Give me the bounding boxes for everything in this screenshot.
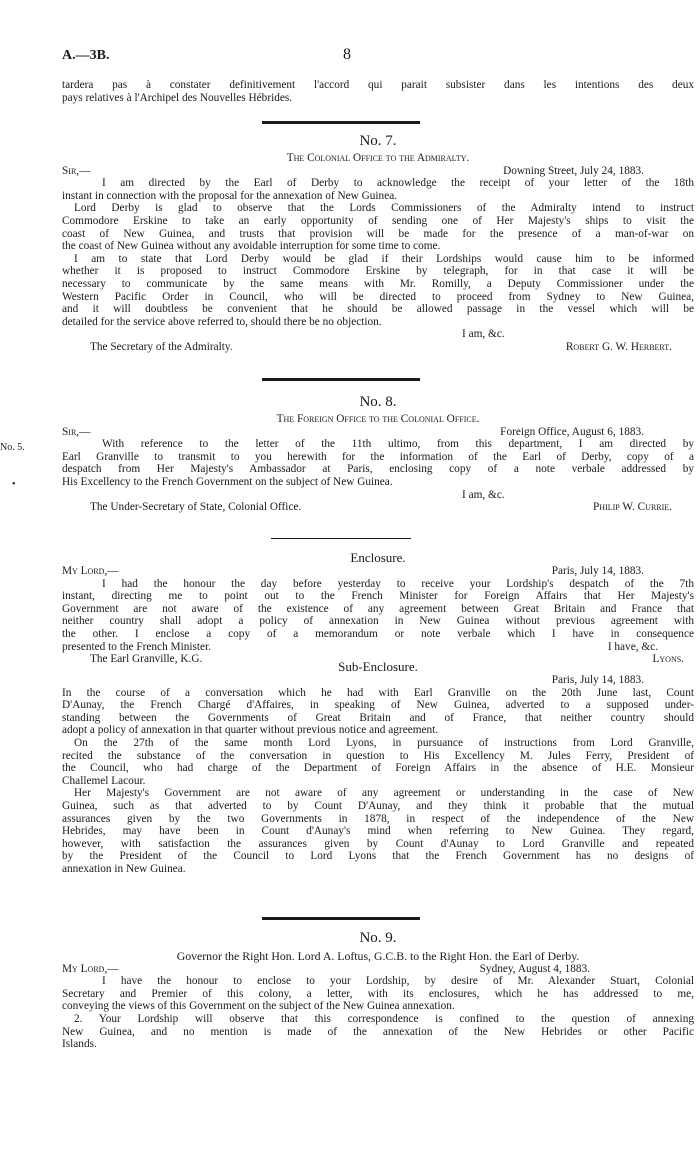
place-date: Downing Street, July 24, 1883. bbox=[503, 164, 644, 177]
salutation-row bbox=[62, 963, 694, 976]
text-line: With reference to the letter of the 11th ultimo, from this department, I am directed by bbox=[102, 438, 694, 451]
letter-title: The Colonial Office to the Admiralty. bbox=[286, 152, 470, 164]
text-line: On the 27th of the same month Lord Lyons, in pursuance of instructions from Lord Granville, bbox=[74, 736, 694, 749]
text-line: 2. Your Lordship will observe that this correspondence is confined to the question of annexing bbox=[74, 1012, 694, 1025]
addressee: The Under-Secretary of State, Colonial Office. bbox=[90, 501, 302, 514]
text-line: by the President of the Council to Lord Lyons that the French Government has no designs of bbox=[62, 850, 694, 863]
salutation-row bbox=[62, 165, 694, 178]
text-line: the coast of New Guinea without any avoidable interruption for some time to come. bbox=[62, 240, 441, 253]
place-date: Paris, July 14, 1883. bbox=[551, 674, 644, 686]
letter-no9 bbox=[62, 930, 694, 1051]
text-line: presented to the French Minister. bbox=[62, 640, 212, 653]
text-line: Hebrides, may have been in Count d'Aunay's mind when referring to New Guinea. They regard, bbox=[62, 825, 694, 838]
text-line: necessary to communicate by the same means with Mr. Romilly, a Deputy Commissioner under the bbox=[62, 277, 694, 290]
text-line: tardera pas à constater definitivement l'accord qui parait subsister dans les intentions des deux bbox=[62, 79, 694, 91]
text-line: coast of New Guinea, and trusts that provision will be made for the presence of a man-of-war on bbox=[62, 227, 694, 240]
text-line: Islands. bbox=[62, 1038, 97, 1051]
closing: I am, &c. bbox=[462, 488, 505, 501]
letter-number: No. 8. bbox=[359, 394, 397, 410]
letter-number: No. 7. bbox=[359, 133, 397, 149]
signatory: Philip W. Currie. bbox=[593, 501, 672, 514]
signatory: Robert G. W. Herbert. bbox=[565, 340, 672, 353]
section-divider bbox=[271, 538, 411, 539]
text-line: detailed for the service above referred to, should there be no objection. bbox=[62, 315, 382, 328]
document-reference: A.—3B. bbox=[62, 48, 110, 63]
section-divider bbox=[262, 917, 420, 920]
sub-enclosure bbox=[62, 660, 694, 876]
addressee: The Secretary of the Admiralty. bbox=[90, 340, 233, 353]
text-line: Earl Granville to transmit to you herewith for the information of the Earl of Derby, copy of a bbox=[62, 450, 694, 463]
text-line: however, with satisfaction the assurances given by Count d'Aunay to Lord Granville and repeated bbox=[62, 837, 694, 850]
text-line: His Excellency to the French Government on the subject of New Guinea. bbox=[62, 475, 393, 488]
sub-enclosure-title: Sub-Enclosure. bbox=[338, 659, 418, 674]
place-date: Paris, July 14, 1883. bbox=[551, 565, 644, 577]
letter-no7 bbox=[62, 133, 694, 354]
text-line: annexation in New Guinea. bbox=[62, 862, 186, 875]
text-line: Lord Derby is glad to observe that the Lords Commissioners of the Admiralty intend to instruct bbox=[74, 202, 694, 215]
closing: I am, &c. bbox=[462, 328, 505, 341]
salutation-row bbox=[62, 426, 694, 439]
text-line: In the course of a conversation which he had with Earl Granville on the 20th June last, Count bbox=[62, 686, 694, 699]
text-line: the other. I enclose a copy of a memorandum or note verbale which I have in consequence bbox=[62, 627, 694, 640]
salutation-row bbox=[62, 565, 694, 578]
signature-row bbox=[62, 501, 694, 514]
text-line: despatch from Her Majesty's Ambassador at Paris, enclosing copy of a note verbale addressed by bbox=[62, 463, 694, 476]
text-line: Government are not aware of the existence of any agreement between Great Britain and France that bbox=[62, 602, 694, 615]
text-line: D'Aunay, the French Chargé d'Affaires, in speaking of New Guinea, adverted to a supposed under- bbox=[62, 699, 694, 712]
place-date: Foreign Office, August 6, 1883. bbox=[500, 425, 644, 438]
enclosure-title: Enclosure. bbox=[350, 550, 406, 565]
text-line: I am to state that Lord Derby would be glad if their Lordships would cause him to be informed bbox=[74, 252, 694, 265]
section-divider bbox=[262, 378, 420, 381]
text-line: conveying the views of this Government on the subject of the New Guinea annexation. bbox=[62, 1000, 455, 1013]
closing: I have, &c. bbox=[607, 640, 658, 653]
text-line: and it will doubtless be convenient that he should be allowed passage in the vessel which will be bbox=[62, 303, 694, 316]
letter-title: Governor the Right Hon. Lord A. Loftus, G.C.B. to the Right Hon. the Earl of Derby. bbox=[176, 949, 580, 963]
section-divider bbox=[262, 121, 420, 124]
salutation: My Lord,— bbox=[62, 962, 119, 975]
signatory: Lyons. bbox=[652, 653, 684, 666]
salutation: Sir,— bbox=[62, 425, 91, 438]
text-line: Western Pacific Order in Council, who will be directed to proceed from Sydney to New Guinea, bbox=[62, 290, 694, 303]
text-line: New Guinea, and no mention is made of the annexation of the New Hebrides or other Pacific bbox=[62, 1025, 694, 1038]
salutation: My Lord,— bbox=[62, 565, 119, 577]
addressee: The Earl Granville, K.G. bbox=[90, 653, 203, 666]
signature-row bbox=[62, 341, 694, 354]
text-line: Challemel Lacour. bbox=[62, 774, 146, 787]
text-line: whether it is proposed to instruct Commodore Erskine by telegraph, for in that case it will be bbox=[62, 265, 694, 278]
text-line: I had the honour the day before yesterday to receive your Lordship's despatch of the 7th bbox=[102, 577, 694, 590]
enclosure bbox=[62, 551, 694, 666]
text-line: neither country shall adopt a policy of annexation in New Guinea without previous agreement with bbox=[62, 615, 694, 628]
margin-reference: No. 5. bbox=[0, 442, 25, 453]
margin-mark: • bbox=[12, 479, 16, 490]
salutation: Sir,— bbox=[62, 164, 91, 177]
text-line: Guinea, such as that adverted to by Count D'Aunay, and they think it probable that the mutual bbox=[62, 799, 694, 812]
text-line: I am directed by the Earl of Derby to acknowledge the receipt of your letter of the 18th bbox=[102, 177, 694, 190]
letter-number: No. 9. bbox=[359, 930, 397, 946]
page-number: 8 bbox=[343, 46, 351, 63]
text-line: I have the honour to enclose to your Lordship, by desire of Mr. Alexander Stuart, Colonial bbox=[102, 975, 694, 988]
letter-title: The Foreign Office to the Colonial Office. bbox=[276, 413, 480, 425]
text-line: adopt a policy of annexation in that quarter without previous notice and agreement. bbox=[62, 724, 439, 737]
text-line: the Council, who had charge of the Department of Foreign Affairs in the absence of H.E. Monsieur bbox=[62, 762, 694, 775]
intro-paragraph bbox=[62, 79, 694, 104]
text-line: Her Majesty's Government are not aware of any agreement or understanding in the case of New bbox=[74, 787, 694, 800]
text-line: pays relatives à l'Archipel des Nouvelles Hébrides. bbox=[62, 91, 293, 104]
text-line: Secretary and Premier of this colony, a letter, with its enclosures, which he has addressed to me, bbox=[62, 987, 694, 1000]
text-line: recited the substance of the conversation in question to His Excellency M. Jules Ferry, President of bbox=[62, 749, 694, 762]
letter-no8 bbox=[62, 394, 694, 514]
text-line: Commodore Erskine to take an early opportunity of sending one of Her Majesty's ships to visit the bbox=[62, 214, 694, 227]
text-line: standing between the Governments of Great Britain and of France, that neither country should bbox=[62, 711, 694, 724]
text-line: instant in connection with the proposal for the annexation of New Guinea. bbox=[62, 189, 398, 202]
closing-row bbox=[62, 641, 694, 654]
text-line: instant, directing me to point out to the French Minister for Foreign Affairs that Her Majesty's bbox=[62, 590, 694, 603]
text-line: assurances given by the two Governments in 1878, in respect of the independence of the New bbox=[62, 812, 694, 825]
place-date: Sydney, August 4, 1883. bbox=[479, 962, 590, 975]
